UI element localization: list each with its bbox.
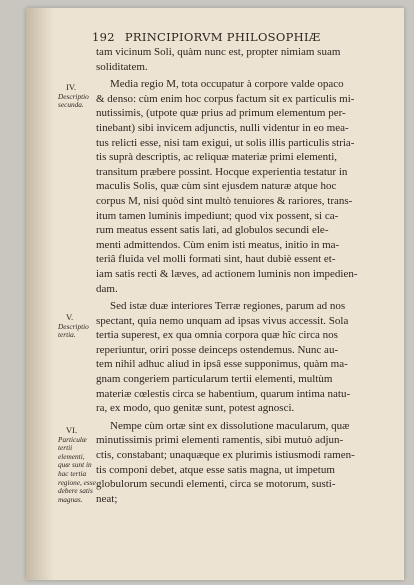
text-line: tis componi debet, atque esse satis magna, ut impetum	[96, 463, 335, 476]
text-line: soliditatem.	[96, 60, 148, 73]
paragraph	[96, 45, 383, 74]
text-line: spectant, quia nemo unquam ad ipsas vivus accessit. Sola	[96, 314, 349, 327]
text-line: tis suprà descriptis, ac reliquæ materiæ primi elementi,	[96, 151, 338, 164]
text-line: Nempe cùm ortæ sint ex dissolutione macularum, quæ	[110, 419, 350, 432]
text-line: globulorum secundi elementi, circa se motorum, susti-	[96, 478, 336, 491]
text-line: maculis Solis, quæ cùm sint ejusdem naturæ atque hoc	[96, 180, 337, 193]
text-line: & denso: cùm enim hoc corpus factum sit ex particulis mi-	[96, 92, 355, 105]
text-line: itum tamen luminis impediunt; quod vix possent, si ca-	[96, 209, 339, 222]
marginal-note-number: IV.	[66, 82, 76, 92]
running-header	[92, 30, 321, 44]
marginal-note-v	[58, 313, 98, 340]
text-line: iam satis recti & læves, ad actionem luminis non impedien-	[96, 267, 358, 280]
text-line: reperiuntur, oriri posse deinceps ostendemus. Nunc au-	[96, 343, 339, 356]
text-line: nutissimis, (utpote quæ prius ad primum elementum per-	[96, 107, 346, 120]
text-line: ra, ex modo, quo genitæ sunt, potest agnosci.	[96, 402, 295, 415]
paragraph	[96, 419, 383, 507]
running-title: PRINCIPIORVM PHILOSOPHIÆ	[124, 30, 321, 44]
text-line: Media regio M, tota occupatur à corpore valde opaco	[110, 78, 344, 91]
text-line: neat;	[96, 492, 118, 505]
text-line: materiæ cœlestis circa se habentium, quarum intima natu-	[96, 387, 351, 400]
marginal-note-vi	[58, 426, 98, 504]
text-line: ctis, constabant; unaquæque ex plurimis istiusmodi ramen-	[96, 449, 355, 462]
text-line: dam.	[96, 282, 118, 295]
text-line: tus relicti esse, nisi tam exigui, ut solis illis particulis stria-	[96, 136, 355, 149]
text-line: teriâ fluida vel molli formati sint, haut dubiè essent et-	[96, 253, 336, 266]
text-line: menti admittendos. Cùm enim isti meatus, initio in ma-	[96, 238, 340, 251]
page-number: 192	[92, 30, 115, 44]
text-line: corpus M, nisi quòd sint multò tenuiores & rariores, trans-	[96, 194, 353, 207]
text-line: gnam congeriem particularum tertii elementi, multùm	[96, 373, 333, 386]
text-line: rum meatus essent satis lati, ad globulos secundi ele-	[96, 224, 329, 237]
paragraph	[96, 299, 383, 416]
paragraph	[96, 77, 383, 296]
text-line: tem nihil adhuc aliud in ipsâ esse supponimus, quàm ma-	[96, 358, 348, 371]
page-body-text	[96, 45, 383, 506]
text-line: tertia superest, ex qua omnia corpora quæ hîc circa nos	[96, 329, 338, 342]
marginal-note-number: V.	[66, 312, 74, 322]
marginal-note-iv	[58, 83, 98, 110]
text-line: minutissimis primi elementi ramentis, sibi mutuò adjun-	[96, 434, 344, 447]
book-page	[26, 8, 404, 580]
text-line: transitum præbere possint. Hocque experientia testatur in	[96, 165, 348, 178]
marginal-note-text: Descriptio secunda.	[58, 91, 89, 110]
marginal-note-text: Particulæ tertii elementi, quæ sunt in hac tertia regione, esse debere satis magnas.	[58, 434, 96, 504]
text-line: Sed istæ duæ interiores Terræ regiones, parum ad nos	[110, 300, 346, 313]
text-line: tam vicinum Soli, quàm nunc est, propter nimiam suam	[96, 46, 341, 58]
text-line: tinebant) sibi invicem adjunctis, nulli videntur in eo mea-	[96, 121, 349, 134]
marginal-note-text: Descriptio tertia.	[58, 321, 89, 340]
marginal-note-number: VI.	[66, 425, 78, 435]
